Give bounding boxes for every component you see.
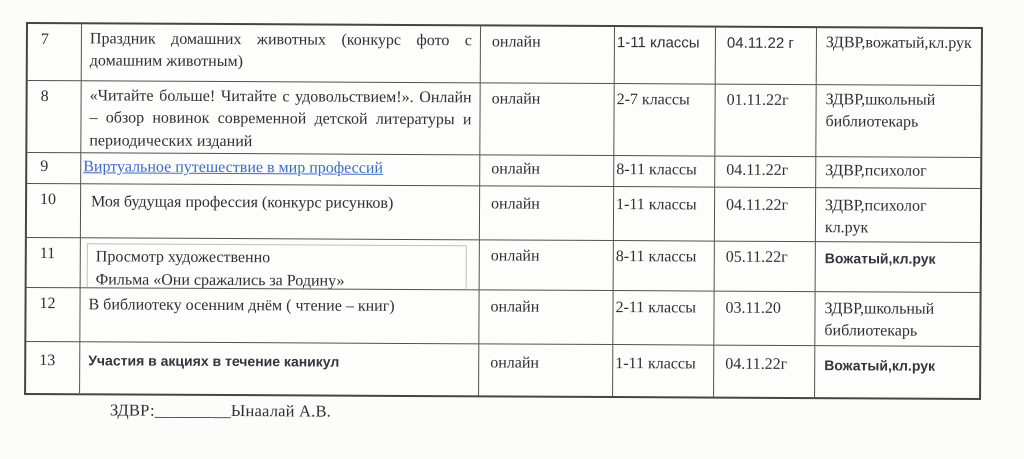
signature bbox=[110, 400, 331, 421]
event-name bbox=[81, 238, 480, 290]
row-number: 8 bbox=[27, 81, 81, 153]
event-textbox: Просмотр художественно Фильма «Они сражались за Родину» bbox=[87, 243, 467, 290]
date-cell: 04.11.22г bbox=[715, 157, 816, 189]
classes-cell: 1-11 классы bbox=[614, 187, 715, 242]
format-cell: онлайн bbox=[479, 344, 613, 396]
activity-plan-table bbox=[24, 22, 983, 400]
date-cell: 04.11.22 г bbox=[716, 28, 817, 86]
event-name: В библиотеку осенним днём ( чтение – книг) bbox=[80, 288, 479, 344]
event-name bbox=[81, 153, 480, 186]
signature-name: Ынаалай А.В. bbox=[230, 401, 332, 421]
date-cell: 03.11.20 bbox=[714, 292, 815, 347]
responsible-cell: Вожатый,кл.рук bbox=[824, 357, 936, 374]
format-cell: онлайн bbox=[479, 290, 613, 345]
row-number: 9 bbox=[27, 153, 81, 184]
event-name: Праздник домашних животных (конкурс фото с домашним животным) bbox=[82, 24, 481, 83]
responsible-cell: ЗДВР,вожатый,кл.рук bbox=[817, 28, 981, 86]
format-cell: онлайн bbox=[480, 240, 614, 291]
classes-cell: 8-11 классы bbox=[614, 156, 715, 188]
responsible-cell: ЗДВР,психолог кл.рук bbox=[816, 188, 980, 243]
row-number: 13 bbox=[26, 342, 80, 393]
date-cell: 01.11.22г bbox=[715, 85, 816, 158]
date-cell: 05.11.22г bbox=[715, 242, 816, 293]
classes-cell: 1-11 классы bbox=[613, 345, 714, 397]
row-number: 11 bbox=[27, 238, 81, 288]
format-cell: онлайн bbox=[480, 83, 614, 156]
classes-cell: 1-11 классы bbox=[615, 27, 716, 85]
event-name: Участия в акциях в течение каникул bbox=[80, 342, 479, 395]
classes-cell: 2-7 классы bbox=[614, 84, 715, 157]
signature-label: ЗДВР: bbox=[109, 400, 155, 420]
row-number: 10 bbox=[27, 184, 81, 238]
format-cell: онлайн bbox=[480, 186, 614, 241]
format-cell: онлайн bbox=[480, 155, 614, 187]
responsible-cell: ЗДВР,школьный библиотекарь bbox=[815, 292, 979, 347]
classes-cell: 2-11 классы bbox=[613, 291, 714, 346]
responsible-cell: ЗДВР,школьный библиотекарь bbox=[816, 85, 980, 158]
event-name: «Читайте больше! Читайте с удовольствием!». Онлайн – обзор новинок современной детской литературы и периодических изданий bbox=[81, 81, 480, 155]
row-number: 12 bbox=[26, 288, 80, 342]
format-cell: онлайн bbox=[481, 26, 615, 84]
responsible-cell: Вожатый,кл.рук bbox=[816, 242, 980, 293]
responsible-cell: ЗДВР,психолог bbox=[816, 157, 980, 189]
date-cell: 04.11.22г bbox=[715, 188, 816, 243]
signature-blank-line: _________ bbox=[154, 400, 231, 421]
row-number: 7 bbox=[28, 24, 82, 81]
classes-cell: 8-11 классы bbox=[614, 241, 715, 292]
event-name: Моя будущая профессия (конкурс рисунков) bbox=[81, 184, 480, 240]
event-link[interactable]: Виртуальное путешествие в мир профессий bbox=[83, 158, 384, 177]
date-cell: 04.11.22г bbox=[714, 346, 815, 398]
